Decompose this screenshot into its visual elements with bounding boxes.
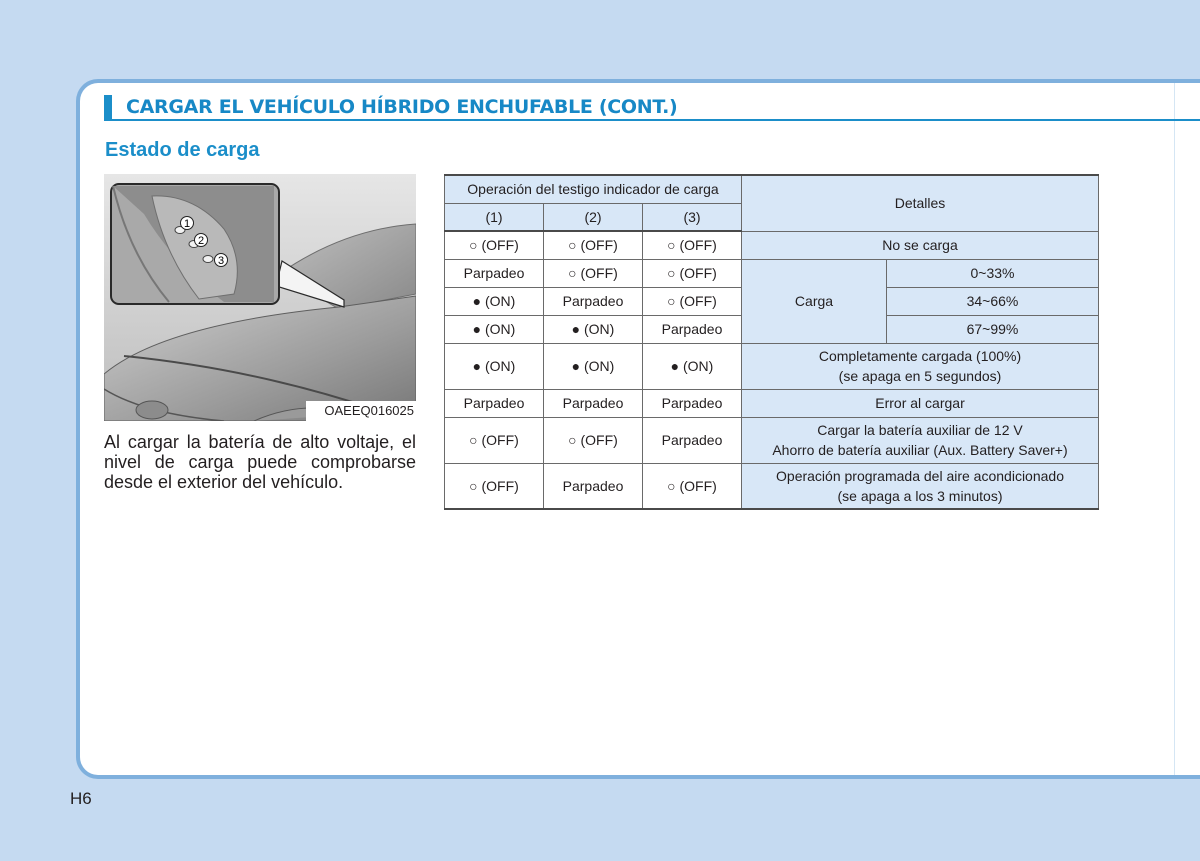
cell-indicator-3: Parpadeo [643,315,742,343]
table-row [445,463,1099,509]
table-row [445,417,1099,463]
cell-charge-level: 34~66% [887,287,1099,315]
cell-indicator-1: ○ (OFF) [445,463,544,509]
title-accent-bar [104,95,112,119]
cell-indicator-1: Parpadeo [445,389,544,417]
table-row [445,389,1099,417]
charging-status-table [444,174,1099,510]
cell-detail [742,417,1099,463]
cell-indicator-1: Parpadeo [445,259,544,287]
page-number: H6 [70,789,92,808]
cell-indicator-2: Parpadeo [544,287,643,315]
detail-line-1: Cargar la batería auxiliar de 12 V [817,422,1023,438]
cell-indicator-1: ● (ON) [445,287,544,315]
cell-indicator-1: ● (ON) [445,315,544,343]
body-paragraph: Al cargar la batería de alto voltaje, el nivel de carga puede comprobarse desde el exterior del vehículo. [104,432,416,492]
detail-line-2: (se apaga en 5 segundos) [838,368,1002,384]
header-col-3: (3) [643,203,742,231]
cell-detail: Error al cargar [742,389,1099,417]
detail-line-1: Operación programada del aire acondicionado [776,467,1064,484]
cell-indicator-1: ● (ON) [445,343,544,389]
header-col-1: (1) [445,203,544,231]
cell-indicator-2: ● (ON) [544,343,643,389]
cell-indicator-2: ○ (OFF) [544,417,643,463]
vehicle-drawing [104,174,416,421]
cell-indicator-2: ○ (OFF) [544,231,643,259]
cell-indicator-1: ○ (OFF) [445,417,544,463]
cell-detail [742,343,1099,389]
right-margin-rule [1174,83,1175,775]
callout-2: 2 [197,235,205,247]
section-heading: Estado de carga [105,139,260,161]
cell-indicator-3: ● (ON) [643,343,742,389]
title-underline [104,119,1200,121]
cell-indicator-3: ○ (OFF) [643,231,742,259]
header-indicator-operation: Operación del testigo indicador de carga [445,175,742,203]
table-row [445,343,1099,389]
callout-1: 1 [183,218,191,230]
cell-indicator-2: Parpadeo [544,389,643,417]
cell-indicator-2: Parpadeo [544,463,643,509]
header-details: Detalles [742,175,1099,231]
detail-line-2: (se apaga a los 3 minutos) [837,487,1003,504]
cell-indicator-3: ○ (OFF) [643,259,742,287]
detail-line-2: Ahorro de batería auxiliar (Aux. Battery Saver+) [772,442,1068,458]
cell-indicator-1: ○ (OFF) [445,231,544,259]
callout-3: 3 [217,255,225,267]
cell-indicator-2: ○ (OFF) [544,259,643,287]
cell-indicator-2: ● (ON) [544,315,643,343]
detail-line-1: Completamente cargada (100%) [818,348,1022,364]
cell-charge-level: 0~33% [887,259,1099,287]
section-title-bar [104,93,1200,121]
table-row [445,259,1099,287]
table-row [445,231,1099,259]
cell-detail [742,463,1099,509]
figure-code: OAEEQ016025 [306,401,416,421]
vehicle-illustration [104,174,416,421]
cell-indicator-3: Parpadeo [643,417,742,463]
cell-detail: No se carga [742,231,1099,259]
page-title: CARGAR EL VEHÍCULO HÍBRIDO ENCHUFABLE (CONT.) [126,96,678,118]
header-col-2: (2) [544,203,643,231]
cell-indicator-3: ○ (OFF) [643,463,742,509]
cell-indicator-3: Parpadeo [643,389,742,417]
cell-indicator-3: ○ (OFF) [643,287,742,315]
cell-charge-level: 67~99% [887,315,1099,343]
cell-charge-group: Carga [742,259,887,343]
